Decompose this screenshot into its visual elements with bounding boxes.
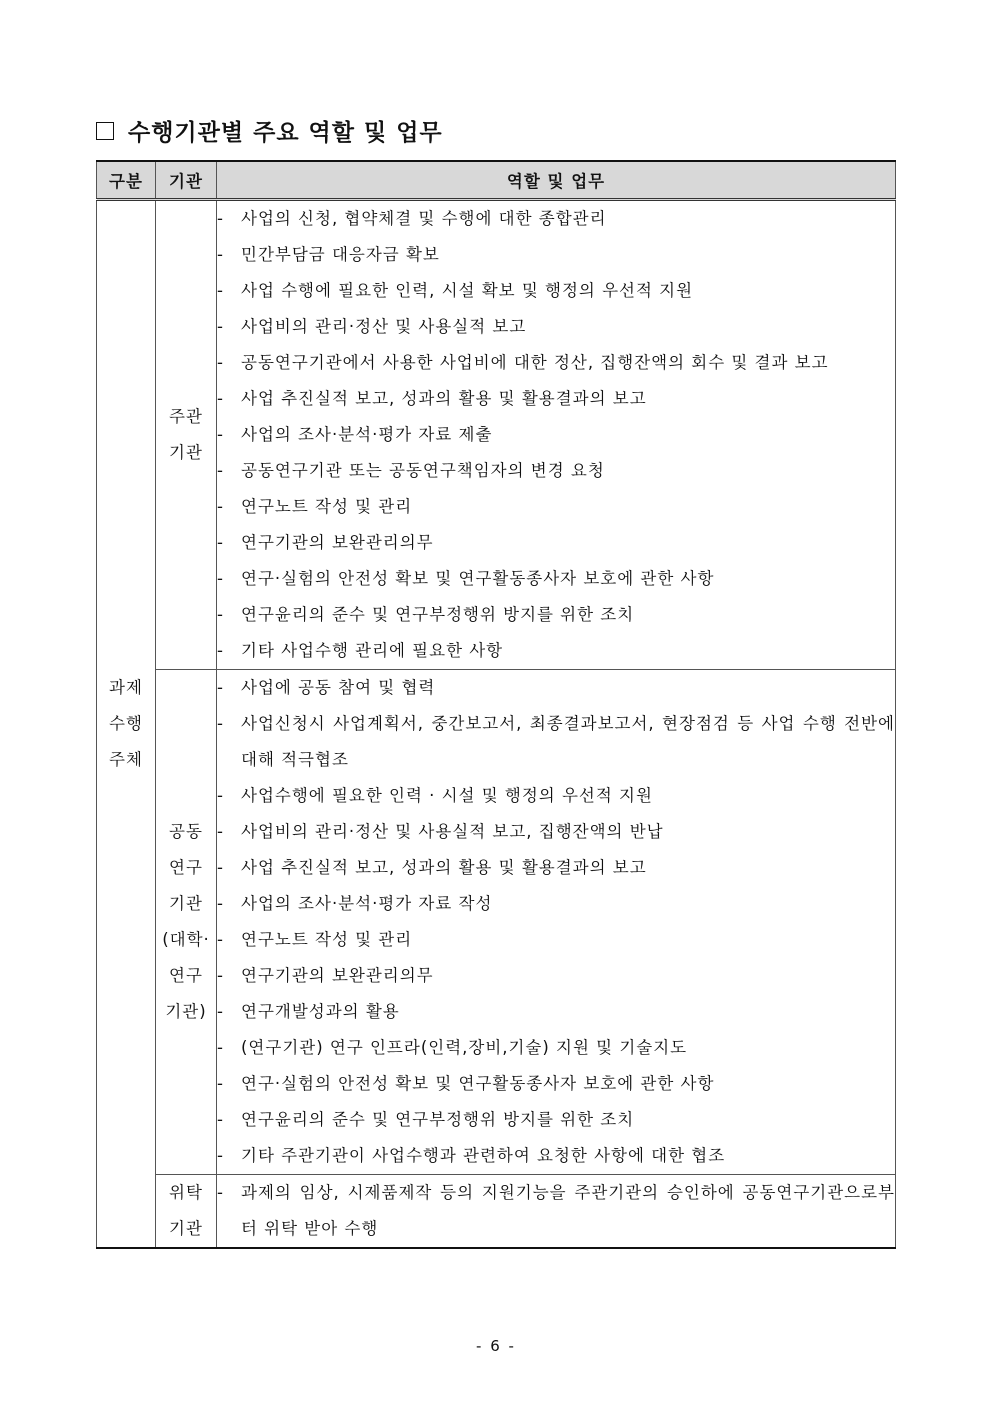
- list-item: - 연구·실험의 안전성 확보 및 연구활동종사자 보호에 관한 사항: [217, 561, 895, 597]
- list-item: - 연구노트 작성 및 관리: [217, 922, 895, 958]
- list-item: - 연구노트 작성 및 관리: [217, 489, 895, 525]
- org-cell-lead: [156, 200, 217, 670]
- org-label-consign: 위탁 기관: [169, 1183, 203, 1238]
- org-label-lead: 주관 기관: [169, 407, 203, 462]
- section-title: [96, 114, 443, 147]
- header-roles: 역할 및 업무: [217, 161, 896, 200]
- section-title-text: 수행기관별 주요 역할 및 업무: [128, 120, 443, 146]
- checkbox-square-icon: [96, 122, 114, 140]
- list-item: - 사업의 조사·분석·평가 자료 작성: [217, 886, 895, 922]
- roles-table: [96, 160, 896, 1249]
- list-item: - 연구기관의 보완관리의무: [217, 525, 895, 561]
- org-cell-consign: [156, 1175, 217, 1249]
- roles-cell-lead: [217, 200, 896, 670]
- roles-list-consign: [217, 1175, 895, 1247]
- header-org: 기관: [156, 161, 217, 200]
- list-item: - 민간부담금 대응자금 확보: [217, 237, 895, 273]
- roles-list-joint: [217, 670, 895, 1174]
- list-item: - 사업 추진실적 보고, 성과의 활용 및 활용결과의 보고: [217, 381, 895, 417]
- list-item: - 과제의 임상, 시제품제작 등의 지원기능을 주관기관의 승인하에 공동연구기관으로부터 위탁 받아 수행: [217, 1175, 895, 1247]
- list-item: - 사업신청시 사업계획서, 중간보고서, 최종결과보고서, 현장점검 등 사업 수행 전반에 대해 적극협조: [217, 706, 895, 778]
- category-label: 과제 수행 주체: [109, 678, 143, 769]
- table-row-consign: [97, 1175, 896, 1249]
- list-item: - 연구윤리의 준수 및 연구부정행위 방지를 위한 조치: [217, 597, 895, 633]
- list-item: - 공동연구기관 또는 공동연구책임자의 변경 요청: [217, 453, 895, 489]
- roles-cell-consign: [217, 1175, 896, 1249]
- table-row-lead: [97, 200, 896, 670]
- list-item: - 연구기관의 보완관리의무: [217, 958, 895, 994]
- table-row-joint: [97, 670, 896, 1175]
- list-item: - 기타 사업수행 관리에 필요한 사항: [217, 633, 895, 669]
- list-item: - 사업비의 관리·정산 및 사용실적 보고: [217, 309, 895, 345]
- list-item: - 연구·실험의 안전성 확보 및 연구활동종사자 보호에 관한 사항: [217, 1066, 895, 1102]
- list-item: - 사업의 조사·분석·평가 자료 제출: [217, 417, 895, 453]
- roles-cell-joint: [217, 670, 896, 1175]
- list-item: - 사업에 공동 참여 및 협력: [217, 670, 895, 706]
- list-item: - 연구개발성과의 활용: [217, 994, 895, 1030]
- list-item: - 사업비의 관리·정산 및 사용실적 보고, 집행잔액의 반납: [217, 814, 895, 850]
- list-item: - 사업 수행에 필요한 인력, 시설 확보 및 행정의 우선적 지원: [217, 273, 895, 309]
- list-item: - 사업 추진실적 보고, 성과의 활용 및 활용결과의 보고: [217, 850, 895, 886]
- header-category: 구분: [97, 161, 156, 200]
- list-item: - 사업의 신청, 협약체결 및 수행에 대한 종합관리: [217, 201, 895, 237]
- roles-list-lead: [217, 201, 895, 669]
- page-number: - 6 -: [476, 1337, 516, 1355]
- list-item: - 기타 주관기관이 사업수행과 관련하여 요청한 사항에 대한 협조: [217, 1138, 895, 1174]
- list-item: - 사업수행에 필요한 인력 · 시설 및 행정의 우선적 지원: [217, 778, 895, 814]
- list-item: - (연구기관) 연구 인프라(인력,장비,기술) 지원 및 기술지도: [217, 1030, 895, 1066]
- category-cell: [97, 200, 156, 1249]
- list-item: - 공동연구기관에서 사용한 사업비에 대한 정산, 집행잔액의 회수 및 결과 보고: [217, 345, 895, 381]
- table-header-row: [97, 161, 896, 200]
- org-label-joint: 공동 연구 기관 (대학· 연구 기관): [162, 822, 210, 1021]
- org-cell-joint: [156, 670, 217, 1175]
- list-item: - 연구윤리의 준수 및 연구부정행위 방지를 위한 조치: [217, 1102, 895, 1138]
